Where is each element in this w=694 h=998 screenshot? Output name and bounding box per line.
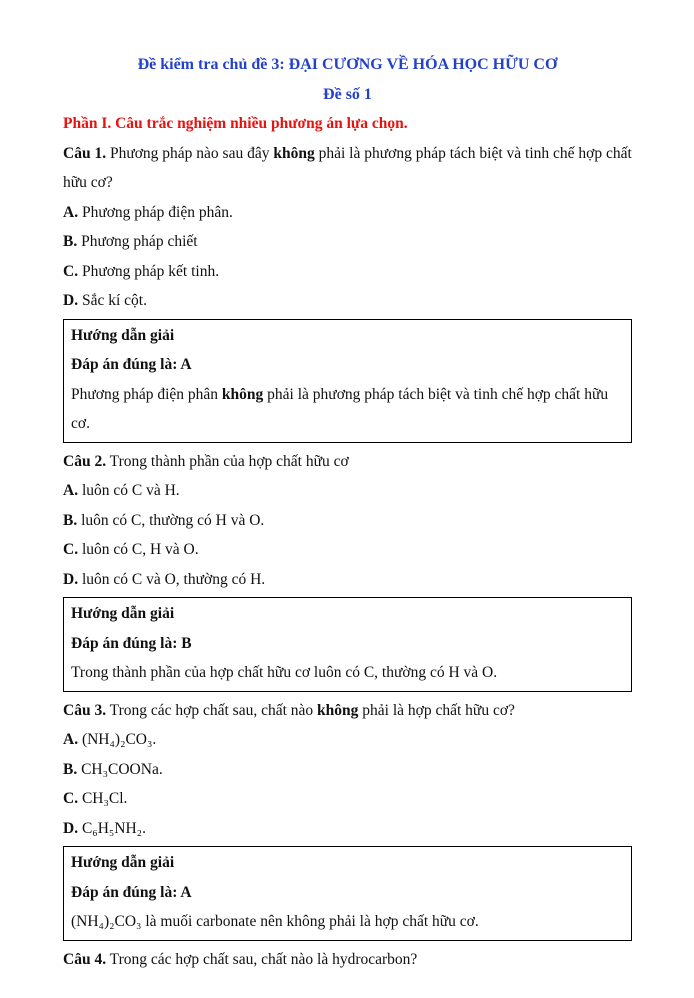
solution-explanation — [71, 658, 624, 688]
solution-explanation — [71, 907, 624, 937]
solution-explanation — [71, 380, 624, 439]
option-text: C₆H₅NH₂. — [78, 819, 146, 837]
option-label: A. — [63, 731, 79, 748]
solution-text: Trong thành phần của hợp chất hữu cơ luôn có C, thường có H và O. — [71, 664, 498, 681]
question-2-option-b — [63, 506, 632, 536]
solution-heading: Hướng dẫn giải — [71, 326, 175, 344]
question-label: Câu 3. — [63, 701, 107, 719]
option-label: B. — [63, 760, 78, 778]
option-label: D. — [63, 292, 79, 309]
solution-box-2 — [63, 597, 632, 692]
section-heading-part1: Phần I. Câu trắc nghiệm nhiều phương án lựa chọn. — [63, 115, 408, 132]
question-2-option-a — [63, 476, 632, 506]
option-text: luôn có C, H và O. — [78, 541, 199, 558]
option-label: D. — [63, 819, 79, 837]
question-3-option-a — [63, 725, 632, 755]
solution-box-3 — [63, 846, 632, 941]
question-3-option-c — [63, 784, 632, 814]
solution-answer: Đáp án đúng là: A — [71, 883, 192, 901]
question-text: Trong các hợp chất sau, chất nào là hydrocarbon? — [106, 950, 418, 968]
option-label: C. — [63, 790, 79, 807]
option-label: C. — [63, 541, 79, 558]
question-1-option-d — [63, 286, 632, 316]
option-label: D. — [63, 570, 79, 588]
question-2 — [63, 447, 632, 477]
question-text: Trong các hợp chất sau, chất nào — [106, 701, 318, 719]
doc-subtitle: Đề số 1 — [323, 85, 372, 103]
question-label: Câu 4. — [63, 950, 107, 968]
question-text: Trong thành phần của hợp chất hữu cơ — [106, 452, 349, 470]
doc-title: Đề kiểm tra chủ đề 3: ĐẠI CƯƠNG VỀ HÓA HỌC HỮU CƠ — [137, 56, 558, 73]
question-bold-word: không — [317, 701, 359, 719]
solution-bold-word: không — [221, 385, 264, 403]
option-label: B. — [63, 511, 78, 529]
question-text: Phương pháp nào sau đây — [106, 144, 274, 162]
question-1-option-c — [63, 257, 632, 287]
solution-answer: Đáp án đúng là: B — [71, 634, 192, 652]
solution-box-1 — [63, 319, 632, 443]
question-1-option-b — [63, 227, 632, 257]
question-label: Câu 2. — [63, 452, 107, 470]
option-text: Phương pháp điện phân. — [78, 203, 233, 221]
option-text: luôn có C, thường có H và O. — [77, 511, 265, 529]
solution-answer: Đáp án đúng là: A — [71, 356, 192, 373]
question-3-option-d — [63, 814, 632, 844]
solution-heading: Hướng dẫn giải — [71, 854, 175, 871]
solution-text: (NH₄)₂CO₃ là muối carbonate nên không phải là hợp chất hữu cơ. — [71, 913, 479, 930]
question-label: Câu 1. — [63, 144, 107, 162]
option-text: CH₃Cl. — [78, 790, 128, 807]
question-4 — [63, 945, 632, 975]
question-text: phải là phương pháp tách biệt và tinh chế hợp chất hữu cơ? — [63, 144, 632, 191]
question-3-option-b — [63, 755, 632, 785]
option-text: luôn có C và H. — [78, 482, 180, 499]
option-text: Phương pháp kết tinh. — [78, 262, 220, 280]
option-text: (NH₄)₂CO₃. — [78, 731, 157, 748]
option-label: A. — [63, 203, 79, 221]
option-text: Sắc kí cột. — [78, 292, 147, 309]
question-2-option-c — [63, 535, 632, 565]
question-1 — [63, 139, 632, 198]
solution-heading: Hướng dẫn giải — [71, 605, 175, 622]
option-label: C. — [63, 262, 79, 280]
option-text: Phương pháp chiết — [77, 233, 198, 250]
question-2-option-d — [63, 565, 632, 595]
question-bold-word: không — [273, 144, 315, 162]
question-1-option-a — [63, 198, 632, 228]
option-label: B. — [63, 233, 78, 250]
solution-text: phải là phương pháp tách biệt và tinh chế hợp chất hữu cơ. — [71, 385, 609, 432]
option-text: luôn có C và O, thường có H. — [78, 570, 266, 588]
question-text: phải là hợp chất hữu cơ? — [358, 701, 515, 719]
question-3 — [63, 696, 632, 726]
option-text: CH₃COONa. — [77, 760, 163, 778]
option-label: A. — [63, 482, 79, 499]
solution-text: Phương pháp điện phân — [71, 385, 222, 403]
